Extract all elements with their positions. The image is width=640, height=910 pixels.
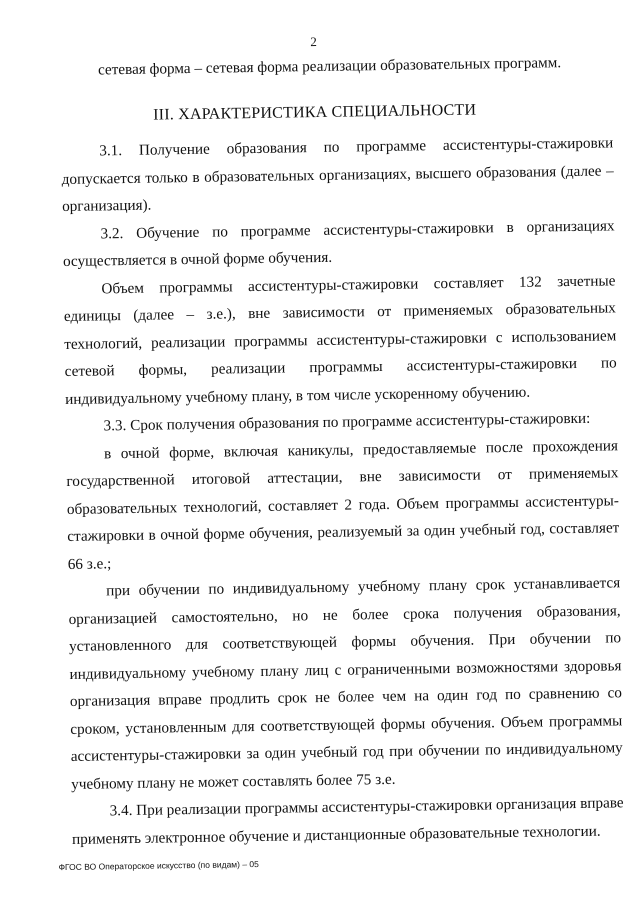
page-number: 2	[310, 34, 317, 50]
page-footer: ФГОС ВО Операторское искусство (по видам) – 05	[58, 859, 259, 873]
intro-block	[60, 48, 612, 84]
paragraph-volume: Объем программы ассистентуры-стажировки составляет 132 зачетные единицы (далее – з.е.), вне зависимости от применяемых образовательных технологий, реализации программы ассистентуры-стажировки с использованием сетевой формы, реализации программы ассистентуры-стажировки по индивидуальному учебному плану, в том числе ускоренному обучению.	[63, 271, 617, 408]
paragraph-full-time: в очной форме, включая каникулы, предоставляемые после прохождения государственной итоговой аттестации, вне зависимости от применяемых образовательных технологий, составляет 2 года. Объем программы ассистентуры-стажировки в очной форме обучения, реализуемый за один учебный год, составляет 66 з.е.;	[66, 436, 620, 573]
paragraph-3-1: 3.1. Получение образования по программе ассистентуры-стажировки допускается только в образовательных организациях, высшего образования (далее – организация).	[61, 134, 614, 216]
paragraph-3-3: 3.3. Срок получения образования по программе ассистентуры-стажировки:	[103, 409, 591, 435]
section-heading: III. ХАРАКТЕРИСТИКА СПЕЦИАЛЬНОСТИ	[153, 101, 477, 124]
intro-line: сетевая форма – сетевая форма реализации образовательных программ.	[97, 54, 562, 79]
paragraph-3-2: 3.2. Обучение по программе ассистентуры-стажировки в организациях осуществляется в очной форме обучения.	[62, 216, 615, 271]
paragraph-3-4: 3.4. При реализации программы ассистентуры-стажировки организация вправе применять электронное обучение и дистанционные образовательные технологии.	[71, 794, 624, 848]
section-body	[61, 129, 624, 853]
paragraph-individual-plan: при обучении по индивидуальному учебному плану срок устанавливается организацией самостоятельно, но не более срока получения образования, установленного для соответствующей формы обучения. При обучении по индивидуальному учебному плану лиц с ограниченными возможностями здоровья организация вправе продлить срок не более чем на один год по сравнению со сроком, установленным для соответствующей формы обучения. Объем программы ассистентуры-стажировки за один учебный год при обучении по индивидуальному учебному плану не может составлять более 75 з.е.	[68, 574, 623, 793]
